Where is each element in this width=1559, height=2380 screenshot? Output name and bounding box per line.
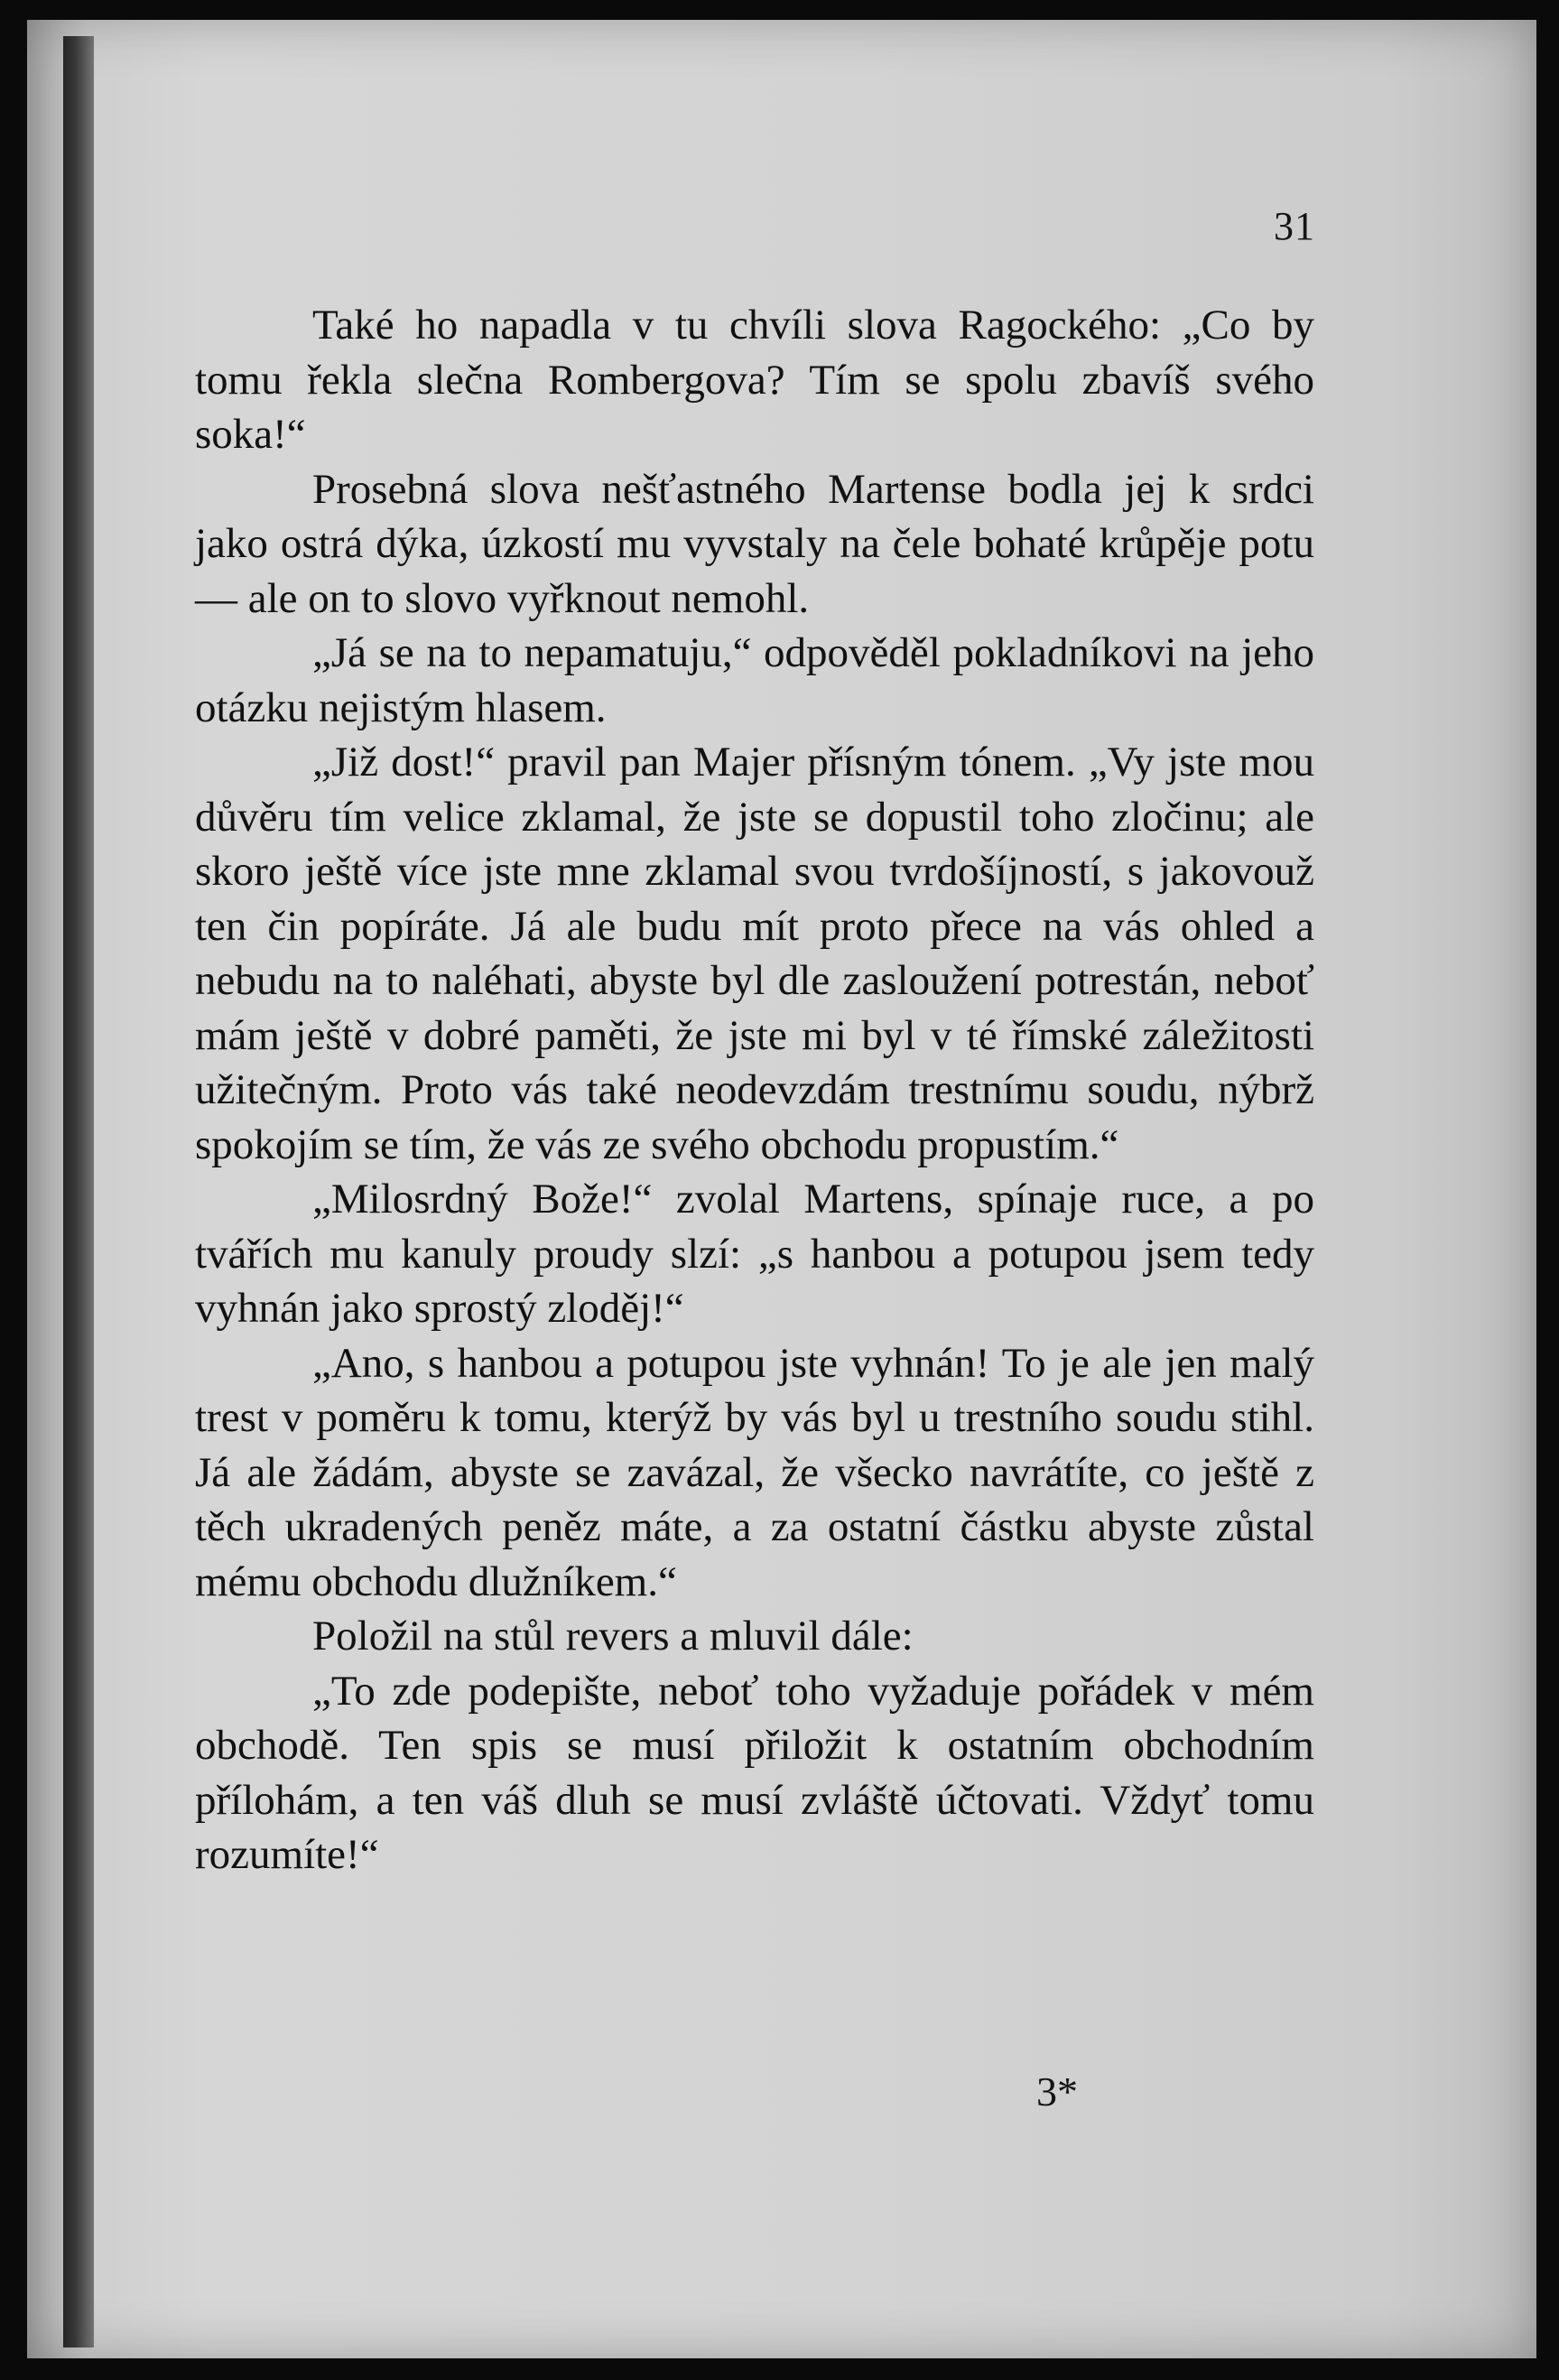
paragraph: „Již dost!“ pravil pan Majer přísným tónem. „Vy jste mou důvěru tím velice zklamal, že jste se dopustil toho zločinu; ale skoro ještě více jste mne zklamal svou tvrdošíjností, s jakovouž ten čin popíráte. Já ale budu mít proto přece na vás ohled a nebudu na to naléhati, abyste byl dle zasloužení potrestán, neboť mám ještě v dobré paměti, že jste mi byl v té římské záležitosti užitečným. Proto vás také neodevzdám trestnímu soudu, nýbrž spokojím se tím, že vás ze svého obchodu propustím.“ xyxy=(195,739,1314,1168)
page-binding-shadow xyxy=(63,36,94,2347)
paragraph: Také ho napadla v tu chvíli slova Ragockého: „Co by tomu řekla slečna Rombergova? Tím se spolu zbavíš svého soka!“ xyxy=(195,302,1314,458)
paragraph: „Ano, s hanbou a potupou jste vyhnán! To je ale jen malý trest v poměru k tomu, kterýž by vás byl u trestního soudu stihl. Já ale žádám, abyste se zavázal, že všecko navrátíte, co ještě z těch ukradených peněz máte, a za ostatní částku abyste zůstal mému obchodu dlužníkem.“ xyxy=(195,1339,1314,1605)
paragraph: „Já se na to nepamatuju,“ odpověděl pokladníkovi na jeho otázku nejistým hlasem. xyxy=(195,629,1314,731)
paragraph: Prosebná slova nešťastného Martense bodla jej k srdci jako ostrá dýka, úzkostí mu vyvstaly na čele bohaté krůpěje potu — ale on to slovo vyřknout nemohl. xyxy=(195,465,1314,622)
signature-mark: 3* xyxy=(1036,2069,1078,2115)
paragraph: „To zde podepište, neboť toho vyžaduje pořádek v mém obchodě. Ten spis se musí přiložit k ostatním obchodním přílohám, a ten váš dluh se musí zvláště účtovati. Vždyť tomu rozumíte!“ xyxy=(195,1667,1314,1878)
paragraph: Položil na stůl revers a mluvil dále: xyxy=(312,1613,914,1659)
body-text xyxy=(195,298,1314,1883)
paragraph: „Milosrdný Bože!“ zvolal Martens, spínaje ruce, a po tvářích mu kanuly proudy slzí: „s hanbou a potupou jsem tedy vyhnán jako sprostý zloděj!“ xyxy=(195,1176,1314,1332)
page-number: 31 xyxy=(1274,204,1315,248)
